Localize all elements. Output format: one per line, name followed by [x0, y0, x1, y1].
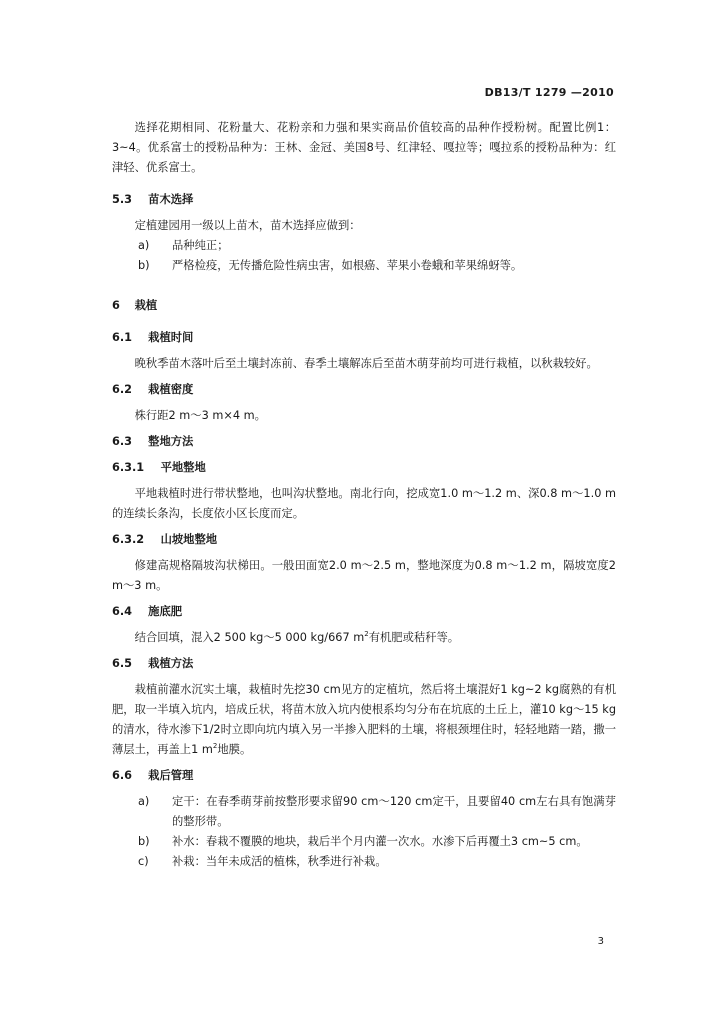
section-title: 栽植密度	[148, 383, 194, 396]
seedling-intro: 定植建园用一级以上苗木，苗木选择应做到：	[134, 219, 361, 232]
section-6-1-heading	[112, 328, 616, 348]
list-text: 定干：在春季萌芽前按整形要求留90 cm～120 cm定干，且要留40 cm左右具有饱满芽的整形带。	[172, 795, 616, 828]
section-number: 6.6	[112, 769, 133, 782]
list-marker: b)	[138, 259, 150, 272]
planting-method-text	[112, 680, 616, 760]
list-item	[112, 852, 616, 872]
text-run: 栽植前灌水沉实土壤，栽植时先挖30 cm见方的定植坑，然后将土壤混好1 kg~2 kg腐熟的有机肥，取一半填入坑内，培成丘状，将苗木放入坑内使根系均匀分布在坑底的土丘上，灌10 kg～15 kg的清水，待水渗下1/2时立即向坑内填入另一半掺入肥料的土壤，将根颈埋住时，轻轻地踏一踏，撒一薄层土，再盖上1 m	[112, 683, 616, 756]
list-marker: a)	[138, 239, 150, 252]
section-title: 栽植方法	[148, 657, 194, 670]
section-6-5-heading	[112, 654, 616, 674]
list-marker: a)	[138, 795, 150, 808]
list-text: 严格检疫，无传播危险性病虫害，如根癌、苹果小卷蛾和苹果绵蚜等。	[172, 259, 523, 272]
pollinizer-paragraph: 选择花期相同、花粉量大、花粉亲和力强和果实商品价值较高的品种作授粉树。配置比例1：3~4。优系富士的授粉品种为：王林、金冠、美国8号、红津轻、嘎拉等；嘎拉系的授粉品种为：红津轻、优系富士。	[112, 121, 616, 174]
section-title: 整地方法	[148, 435, 194, 448]
section-number: 6.5	[112, 657, 133, 670]
standard-code-header: DB13/T 1279 —2010	[484, 86, 614, 99]
list-item	[112, 792, 616, 832]
section-5-3-heading	[112, 190, 616, 210]
list-text: 品种纯正；	[172, 239, 229, 252]
section-title: 平地整地	[160, 461, 206, 474]
section-title: 栽植	[134, 299, 158, 312]
planting-density-text: 株行距2 m～3 m×4 m。	[134, 409, 266, 422]
section-6-heading	[112, 296, 616, 316]
section-6-3-1-heading	[112, 458, 616, 478]
section-title: 苗木选择	[148, 193, 194, 206]
section-number: 6	[112, 299, 120, 312]
list-item	[112, 236, 616, 256]
list-marker: c)	[138, 855, 149, 868]
superscript: 2	[364, 630, 369, 639]
section-number: 6.2	[112, 383, 133, 396]
list-text: 补栽：当年未成活的植株，秋季进行补栽。	[172, 855, 387, 868]
section-number: 6.4	[112, 605, 133, 618]
section-number: 6.3.1	[112, 461, 145, 474]
section-title: 栽植时间	[148, 331, 194, 344]
section-title: 栽后管理	[148, 769, 194, 782]
base-fertilizer-text	[112, 628, 616, 648]
list-item	[112, 256, 616, 276]
section-number: 5.3	[112, 193, 133, 206]
section-6-6-heading	[112, 766, 616, 786]
section-title: 山坡地整地	[160, 533, 218, 546]
list-marker: b)	[138, 835, 150, 848]
list-text: 补水：春栽不覆膜的地块，栽后半个月内灌一次水。水渗下后再覆土3 cm~5 cm。	[172, 835, 588, 848]
section-6-3-2-heading	[112, 530, 616, 550]
superscript: 2	[212, 742, 218, 751]
text-run: 地膜。	[217, 743, 252, 756]
text-run: 有机肥或秸秆等。	[368, 631, 460, 644]
page-number: 3	[597, 936, 604, 947]
section-title: 施底肥	[148, 605, 183, 618]
hillside-preparation-text: 修建高规格隔坡沟状梯田。一般田面宽2.0 m～2.5 m，整地深度为0.8 m～1.2 m，隔坡宽度2 m～3 m。	[112, 559, 616, 592]
text-run: 结合回填，混入2 500 kg～5 000 kg/667 m	[134, 631, 365, 644]
section-6-2-heading	[112, 380, 616, 400]
planting-time-text: 晚秋季苗木落叶后至土壤封冻前、春季土壤解冻后至苗木萌芽前均可进行栽植，以秋栽较好。	[134, 357, 598, 370]
flatland-preparation-text: 平地栽植时进行带状整地，也叫沟状整地。南北行向，挖成宽1.0 m～1.2 m、深0.8 m～1.0 m的连续长条沟，长度依小区长度而定。	[112, 487, 616, 520]
list-item	[112, 832, 616, 852]
section-6-3-heading	[112, 432, 616, 452]
section-number: 6.3.2	[112, 533, 145, 546]
section-6-4-heading	[112, 602, 616, 622]
section-number: 6.3	[112, 435, 133, 448]
document-body	[112, 118, 616, 872]
section-number: 6.1	[112, 331, 133, 344]
